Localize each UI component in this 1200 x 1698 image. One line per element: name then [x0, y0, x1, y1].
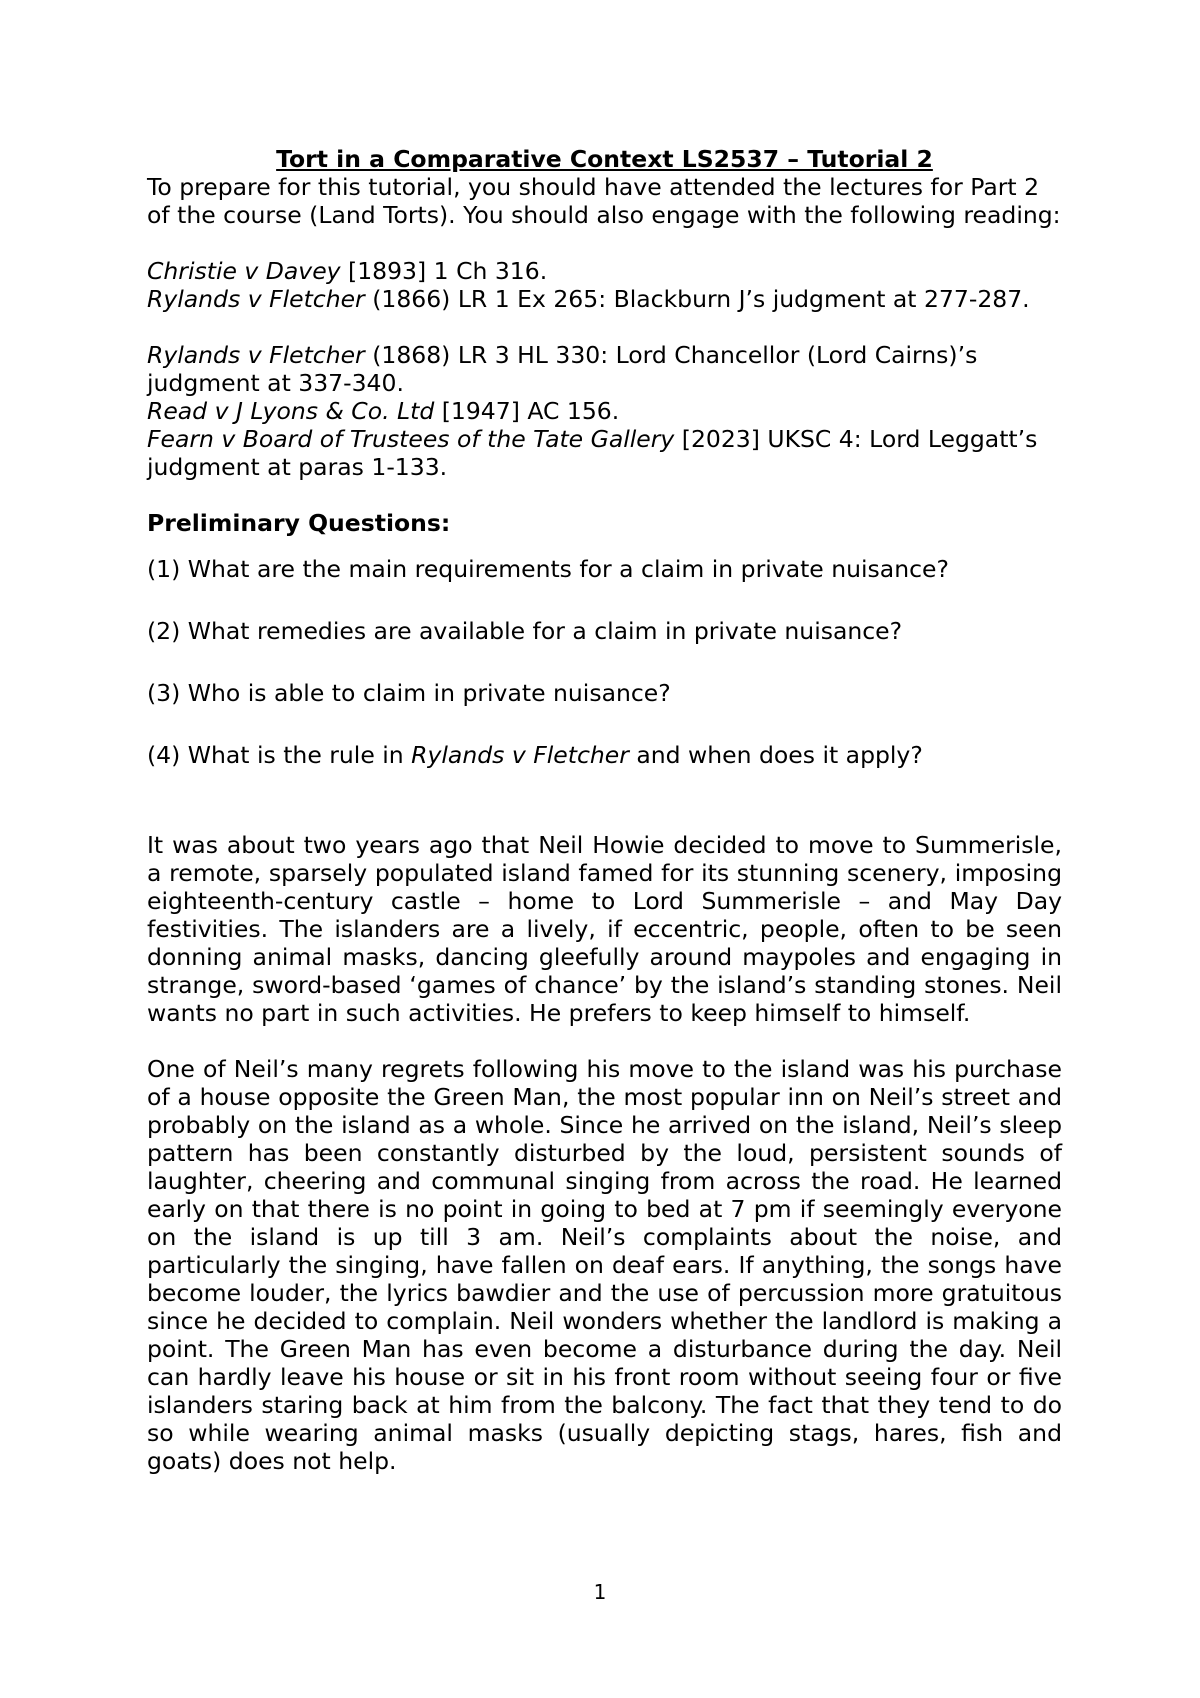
document-page: [147, 145, 1062, 1475]
question-2: (2) What remedies are available for a claim in private nuisance?: [147, 617, 903, 645]
case-name: Fearn v Board of Trustees of the Tate Gallery: [147, 425, 675, 453]
case-name: Rylands v Fletcher: [411, 741, 629, 769]
intro-paragraph: To prepare for this tutorial, you should have attended the lectures for Part 2 of the course (Land Torts). You should also engage with the following reading:: [147, 173, 1061, 229]
case-name: Rylands v Fletcher: [147, 341, 365, 369]
scenario-paragraph-2: One of Neil’s many regrets following his move to the island was his purchase of a house opposite the Green Man, the most popular inn on Neil’s street and probably on the island as a whole. Since he arrived on the island, Neil’s sleep pattern has been constantly disturbed by the loud, persistent sounds of laughter, cheering and communal singing from across the road. He learned early on that there is no point in going to bed at 7 pm if seemingly everyone on the island is up till 3 am. Neil’s complaints about the noise, and particularly the singing, have fallen on deaf ears. If anything, the songs have become louder, the lyrics bawdier and the use of percussion more gratuitous since he decided to complain. Neil wonders whether the landlord is making a point. The Green Man has even become a disturbance during the day. Neil can hardly leave his house or sit in his front room without seeing four or five islanders staring back at him from the balcony. The fact that they tend to do so while wearing animal masks (usually depicting stags, hares, fish and goats) does not help.: [147, 1055, 1062, 1475]
question-3: (3) Who is able to claim in private nuisance?: [147, 679, 671, 707]
reading-item: [147, 397, 1062, 425]
page-number: 1: [593, 1580, 607, 1604]
citation: [1893] 1 Ch 316.: [340, 257, 548, 285]
reading-item: [147, 341, 1062, 397]
case-name: Christie v Davey: [147, 257, 341, 285]
question-1: (1) What are the main requirements for a claim in private nuisance?: [147, 555, 949, 583]
citation: (1866) LR 1 Ex 265: Blackburn J’s judgment at 277-287.: [364, 285, 1030, 313]
case-name: Rylands v Fletcher: [147, 285, 365, 313]
document-title: Tort in a Comparative Context LS2537 – Tutorial 2: [276, 145, 933, 173]
scenario-paragraph-1: It was about two years ago that Neil Howie decided to move to Summerisle, a remote, sparsely populated island famed for its stunning scenery, imposing eighteenth-century castle – home to Lord Summerisle – and May Day festivities. The islanders are a lively, if eccentric, people, often to be seen donning animal masks, dancing gleefully around maypoles and engaging in strange, sword-based ‘games of chance’ by the island’s standing stones. Neil wants no part in such activities. He prefers to keep himself to himself.: [147, 831, 1062, 1027]
preliminary-questions-heading: Preliminary Questions:: [147, 509, 451, 537]
reading-item: [147, 425, 1062, 481]
citation: [2023] UKSC 4: Lord Leggatt’s judgment at paras 1-133.: [147, 425, 1038, 481]
citation: [1947] AC 156.: [434, 397, 620, 425]
reading-item: [147, 285, 1062, 313]
case-name: Read v J Lyons & Co. Ltd: [147, 397, 435, 425]
reading-list: [147, 257, 1062, 481]
reading-item: [147, 257, 1062, 285]
question-4: (4) What is the rule in Rylands v Fletcher and when does it apply?: [147, 741, 923, 769]
citation: (1868) LR 3 HL 330: Lord Chancellor (Lord Cairns)’s judgment at 337-340.: [147, 341, 978, 397]
